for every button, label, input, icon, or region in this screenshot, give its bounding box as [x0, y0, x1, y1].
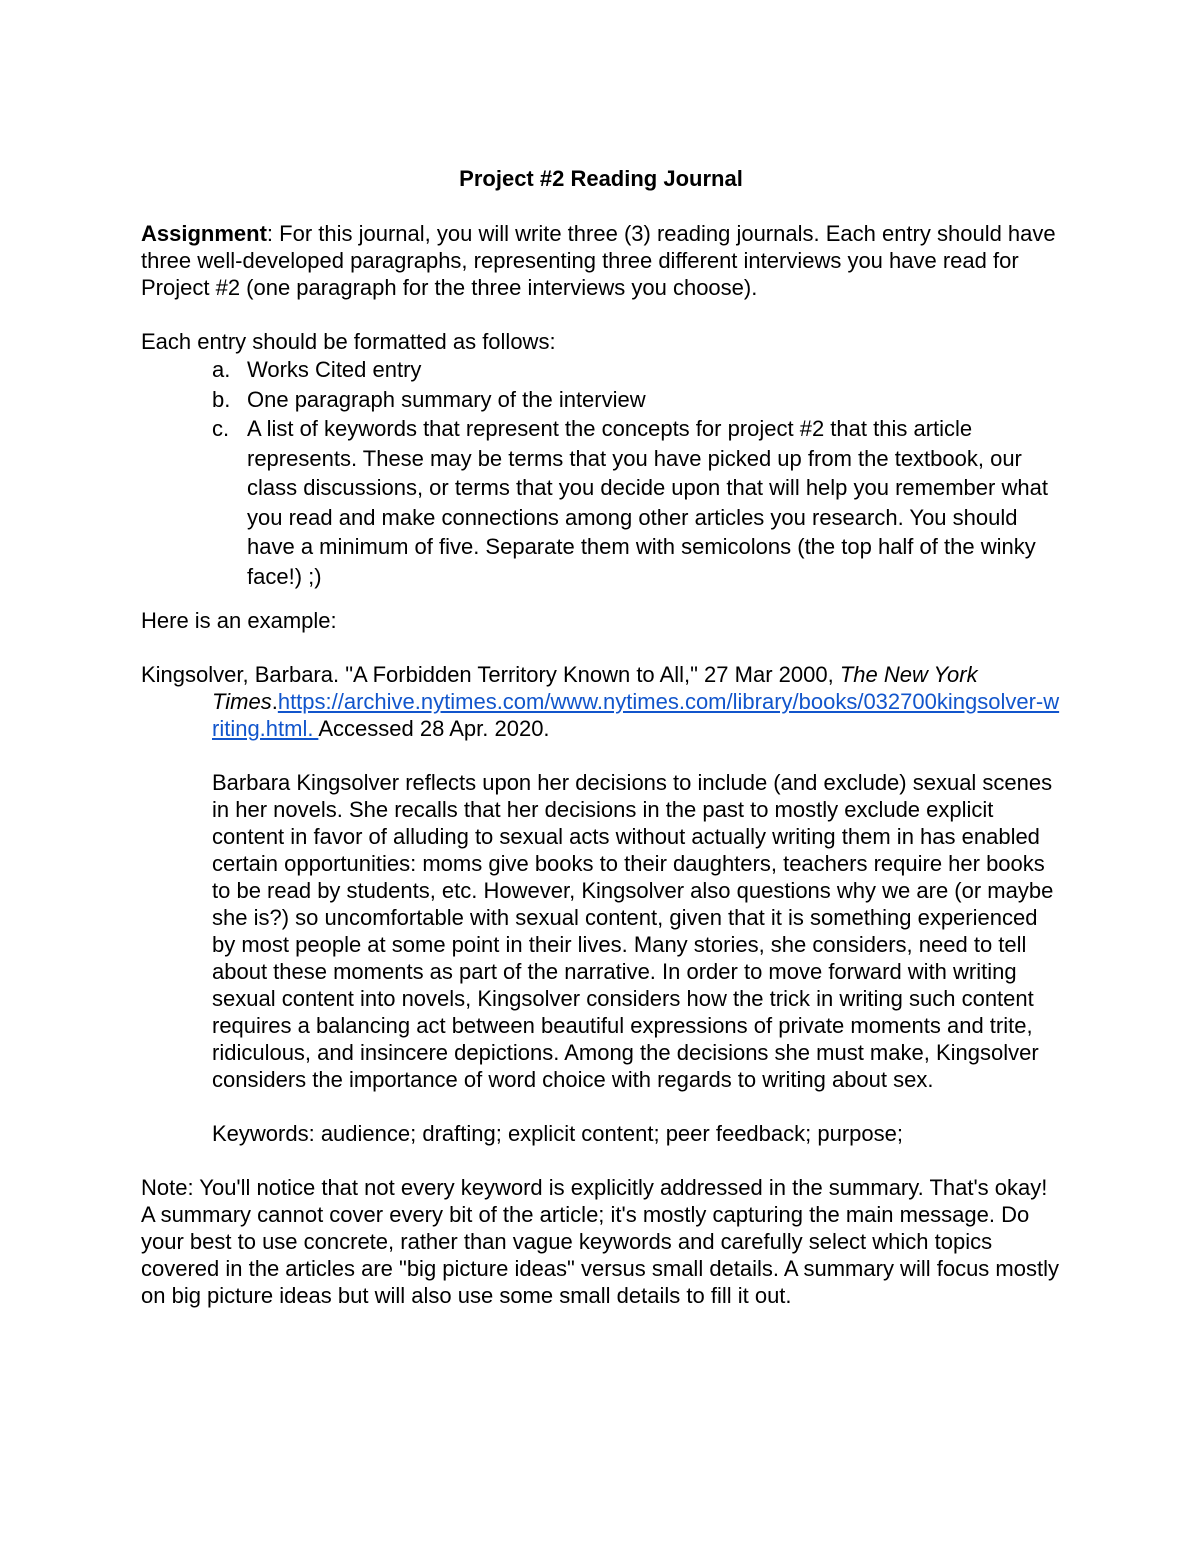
page-title: Project #2 Reading Journal	[459, 166, 743, 191]
format-intro: Each entry should be formatted as follows:	[141, 329, 556, 354]
document-body	[141, 165, 1061, 1309]
citation-accessed: Accessed 28 Apr. 2020.	[318, 716, 550, 741]
summary-paragraph: Barbara Kingsolver reflects upon her decisions to include (and exclude) sexual scenes in her novels. She recalls that her decisions in the past to mostly exclude explicit content in favor of alluding to sexual acts without actually writing them in has enabled certain opportunities: moms give books to their daughters, teachers require her books to be read by students, etc. However, Kingsolver also questions why we are (or maybe she is?) so uncomfortable with sexual content, given that it is something experienced by most people at some point in their lives. Many stories, she considers, need to tell about these moments as part of the narrative. In order to move forward with writing sexual content into novels, Kingsolver considers how the trick in writing such content requires a balancing act between beautiful expressions of private moments and trite, ridiculous, and insincere depictions. Among the decisions she must make, Kingsolver considers the importance of word choice with regards to writing about sex.	[212, 770, 1054, 1092]
example-intro: Here is an example:	[141, 608, 337, 633]
list-item-text: Works Cited entry	[247, 357, 422, 382]
list-item-text: One paragraph summary of the interview	[247, 386, 646, 412]
citation-publication: The New York Times	[212, 662, 978, 714]
assignment-label: Assignment	[141, 221, 267, 246]
keywords-line: Keywords: audience; drafting; explicit content; peer feedback; purpose;	[212, 1121, 903, 1146]
citation-separator: .	[271, 689, 278, 714]
note-paragraph: Note: You'll notice that not every keyword is explicitly addressed in the summary. That's okay! A summary cannot cover every bit of the article; it's mostly capturing the main message. Do your best to use concrete, rather than vague keywords and carefully select which topics covered in the articles are "big picture ideas" versus small details. A summary will focus mostly on big picture ideas but will also use some small details to fill it out.	[141, 1175, 1059, 1308]
format-list	[141, 355, 1061, 591]
citation-author-title: Kingsolver, Barbara. "A Forbidden Territory Known to All," 27 Mar 2000,	[141, 662, 840, 687]
list-item	[141, 355, 1061, 385]
citation-url-link[interactable]: https://archive.nytimes.com/www.nytimes.com/library/books/032700kingsolver-writing.html.	[212, 689, 1060, 741]
list-marker: b.	[212, 386, 231, 412]
list-item-text: A list of keywords that represent the concepts for project #2 that this article represents. These may be terms that you have picked up from the textbook, our class discussions, or terms that you decide upon that will help you remember what you read and make connections among other articles you research. You should have a minimum of five. Separate them with semicolons (the top half of the winky face!) ;)	[247, 416, 1048, 589]
list-marker: a.	[212, 357, 231, 382]
works-cited-entry	[141, 661, 1061, 742]
assignment-text: : For this journal, you will write three (3) reading journals. Each entry should have three well-developed paragraphs, representing three different interviews you have read for Project #2 (one paragraph for the three interviews you choose).	[141, 221, 1056, 300]
list-item	[141, 414, 1061, 591]
list-item	[141, 385, 1061, 415]
assignment-paragraph	[141, 220, 1061, 301]
list-marker: c.	[212, 416, 230, 441]
